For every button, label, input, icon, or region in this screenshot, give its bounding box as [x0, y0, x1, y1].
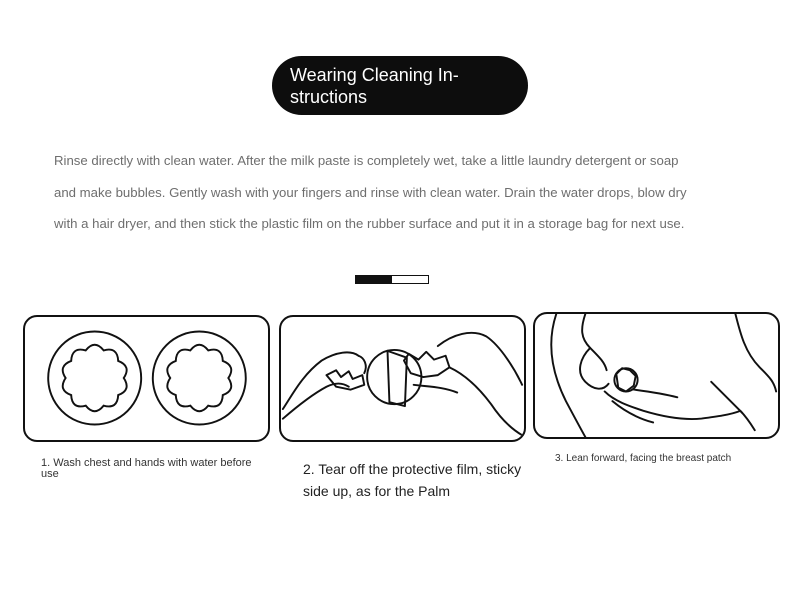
title-pill [272, 56, 528, 115]
intro-line-3: with a hair dryer, and then stick the plastic film on the rubber surface and put it in a storage bag for next use. [54, 216, 685, 231]
step-2-caption: 2. Tear off the protective film, sticky side up, as for the Palm [303, 461, 522, 499]
title-line-1: Wearing Cleaning In- [290, 65, 459, 85]
nipple-covers-illustration-icon [25, 317, 268, 440]
flower-shape-right [167, 345, 231, 411]
tear-film-illustration-icon [281, 317, 524, 440]
page-indicator-fill [356, 276, 392, 283]
step-3-caption: 3. Lean forward, facing the breast patch [555, 453, 732, 464]
apply-patch-illustration-icon [535, 314, 778, 437]
flower-shape-left [63, 345, 127, 411]
intro-line-2: and make bubbles. Gently wash with your fingers and rinse with clean water. Drain the water drops, blow dry [54, 184, 687, 200]
step-3-panel [533, 312, 780, 439]
intro-line-1: Rinse directly with clean water. After the milk paste is completely wet, take a little laundry detergent or soap [54, 153, 679, 168]
step-1-caption: 1. Wash chest and hands with water before use [41, 457, 252, 480]
step-1-panel [23, 315, 270, 442]
title-line-2: structions [290, 87, 368, 107]
intro-paragraph [54, 145, 754, 240]
step-2-panel [279, 315, 526, 442]
page-indicator [355, 275, 429, 284]
